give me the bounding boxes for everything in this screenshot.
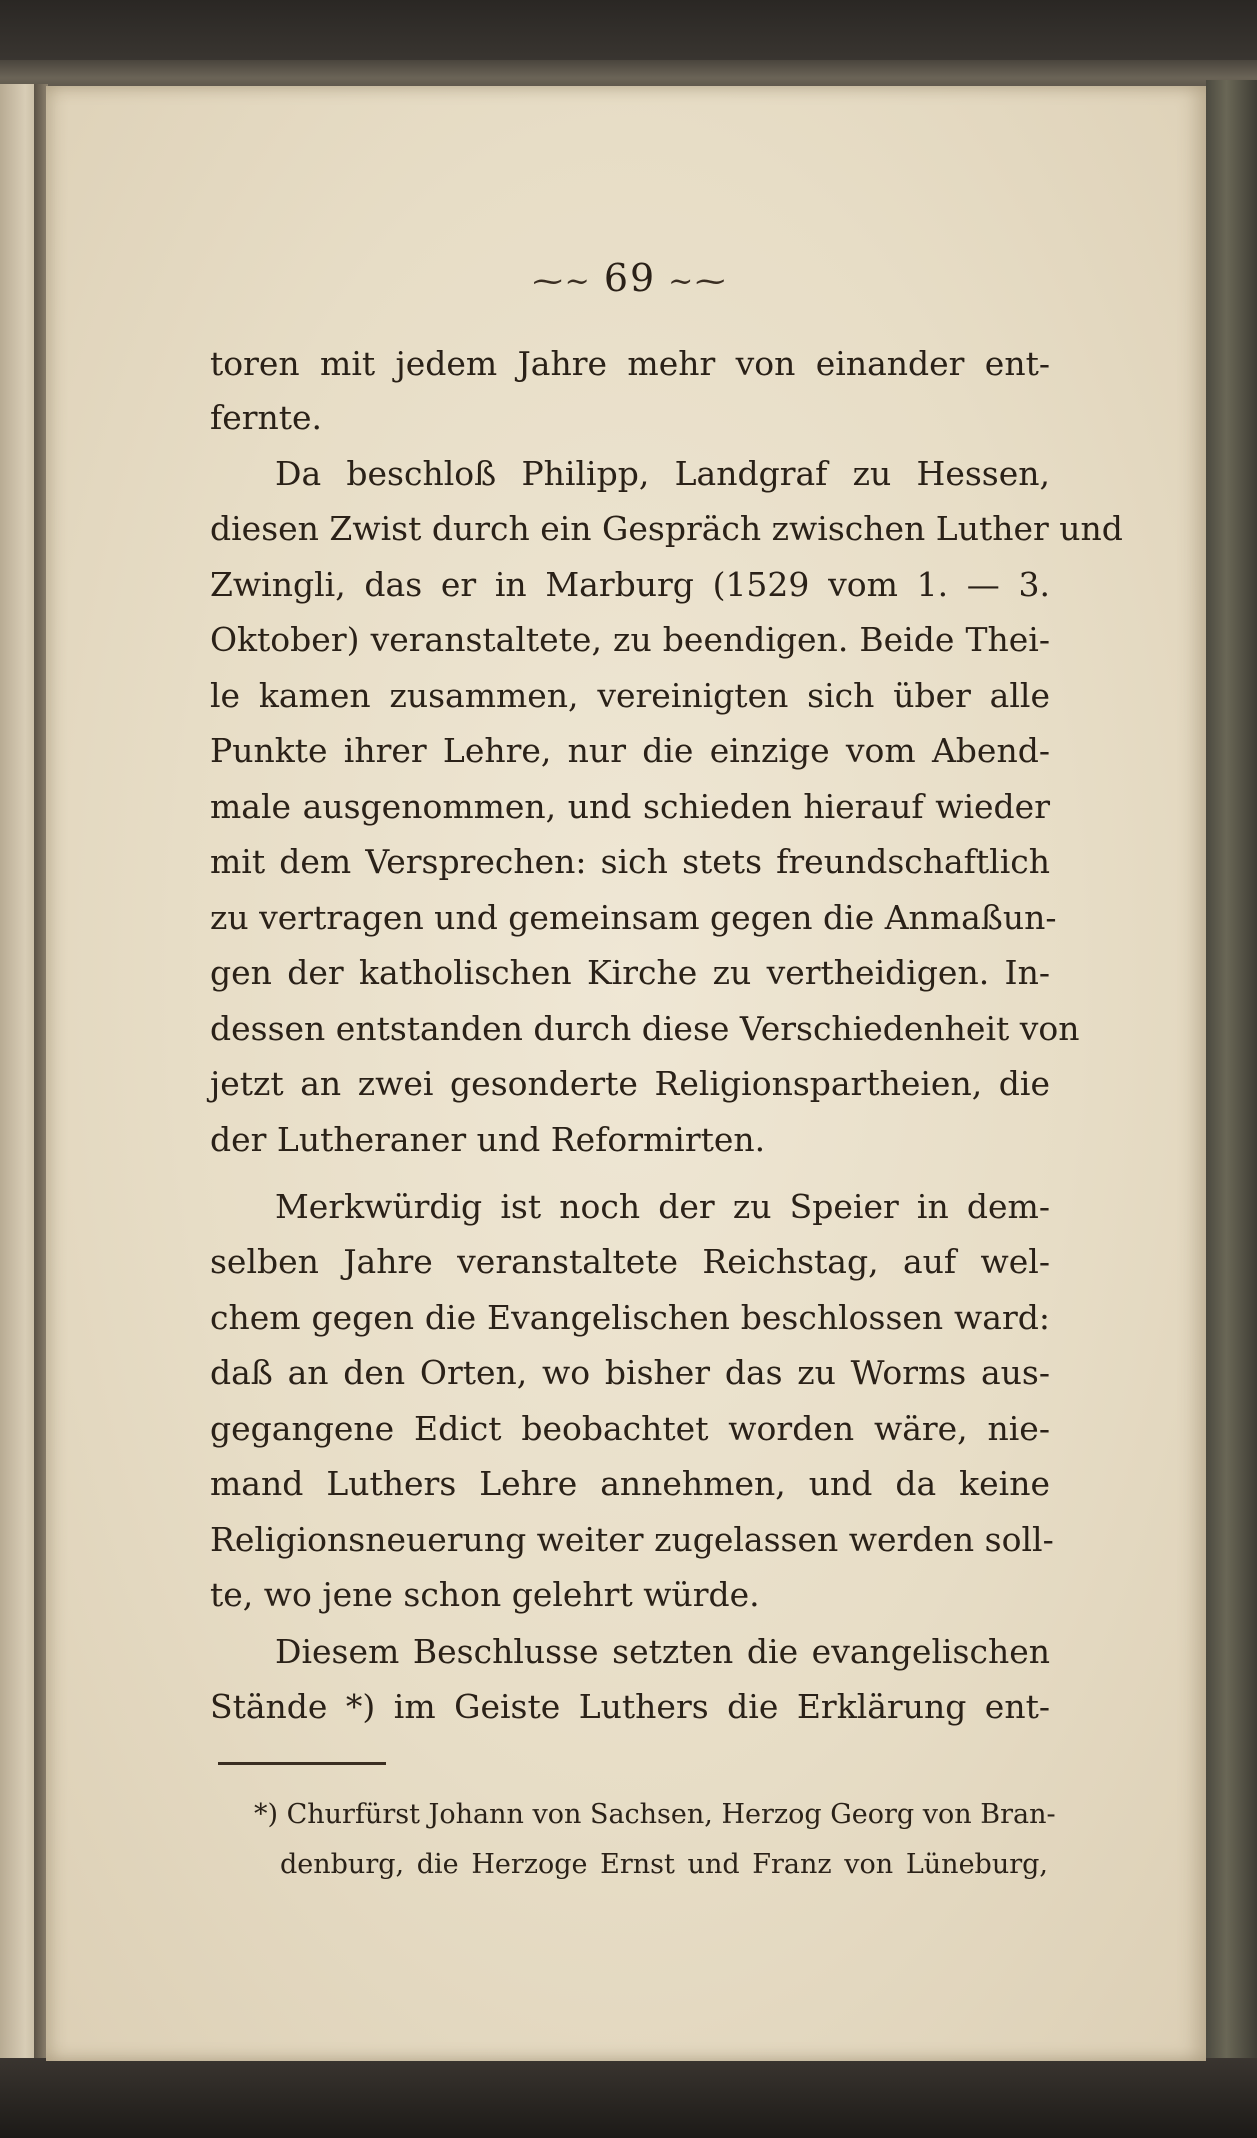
footnote-line: denburg, die Herzoge Ernst und Franz von Lüneburg,: [280, 1849, 1048, 1880]
book-bottom-edge: [0, 2058, 1257, 2138]
text-line: gegangene Edict beobachtet worden wäre, nie-: [210, 1409, 1050, 1448]
text-line: der Lutheraner und Reformirten.: [210, 1120, 766, 1159]
text-line: le kamen zusammen, vereinigten sich über alle: [210, 676, 1050, 715]
page-number: 69: [603, 256, 657, 300]
text-line: fernte.: [210, 398, 323, 437]
text-line: Religionsneuerung weiter zugelassen werden soll-: [210, 1520, 1054, 1559]
footnote-rule: [218, 1762, 386, 1765]
text-line: dessen entstanden durch diese Verschiedenheit von: [210, 1009, 1080, 1048]
text-line: mit dem Versprechen: sich stets freundschaftlich: [210, 842, 1050, 881]
text-line: Zwingli, das er in Marburg (1529 vom 1. — 3.: [210, 565, 1050, 604]
text-line: gen der katholischen Kirche zu vertheidigen. In-: [210, 953, 1050, 992]
footnote-line: *) Churfürst Johann von Sachsen, Herzog Georg von Bran-: [254, 1799, 1056, 1830]
text-line: Diesem Beschlusse setzten die evangelischen: [275, 1632, 1050, 1671]
text-line: diesen Zwist durch ein Gespräch zwischen Luther und: [210, 509, 1123, 548]
text-line: toren mit jedem Jahre mehr von einander ent-: [210, 344, 1050, 383]
text-line: mand Luthers Lehre annehmen, und da keine: [210, 1464, 1050, 1503]
text-line: Punkte ihrer Lehre, nur die einzige vom Abend-: [210, 731, 1050, 770]
text-line: Oktober) veranstaltete, zu beendigen. Beide Thei-: [210, 620, 1050, 659]
ornament-right-icon: ~⁓: [668, 264, 728, 299]
left-page-edge: [0, 84, 36, 2064]
text-line: selben Jahre veranstaltete Reichstag, auf wel-: [210, 1242, 1050, 1281]
text-line: jetzt an zwei gesonderte Religionspartheien, die: [210, 1064, 1050, 1103]
ornament-left-icon: ⁓~: [532, 264, 592, 299]
text-line: Merkwürdig ist noch der zu Speier in dem-: [275, 1187, 1050, 1226]
text-line: daß an den Orten, wo bisher das zu Worms aus-: [210, 1353, 1050, 1392]
book-cover-edge: [1206, 80, 1257, 2080]
text-line: te, wo jene schon gelehrt würde.: [210, 1575, 760, 1614]
text-line: zu vertragen und gemeinsam gegen die Anmaßun-: [210, 898, 1057, 937]
text-line: Stände *) im Geiste Luthers die Erklärung ent-: [210, 1687, 1050, 1726]
running-head: [480, 256, 780, 300]
text-line: male ausgenommen, und schieden hierauf wieder: [210, 787, 1050, 826]
text-line: chem gegen die Evangelischen beschlossen ward:: [210, 1298, 1050, 1337]
text-line: Da beschloß Philipp, Landgraf zu Hessen,: [275, 454, 1050, 493]
